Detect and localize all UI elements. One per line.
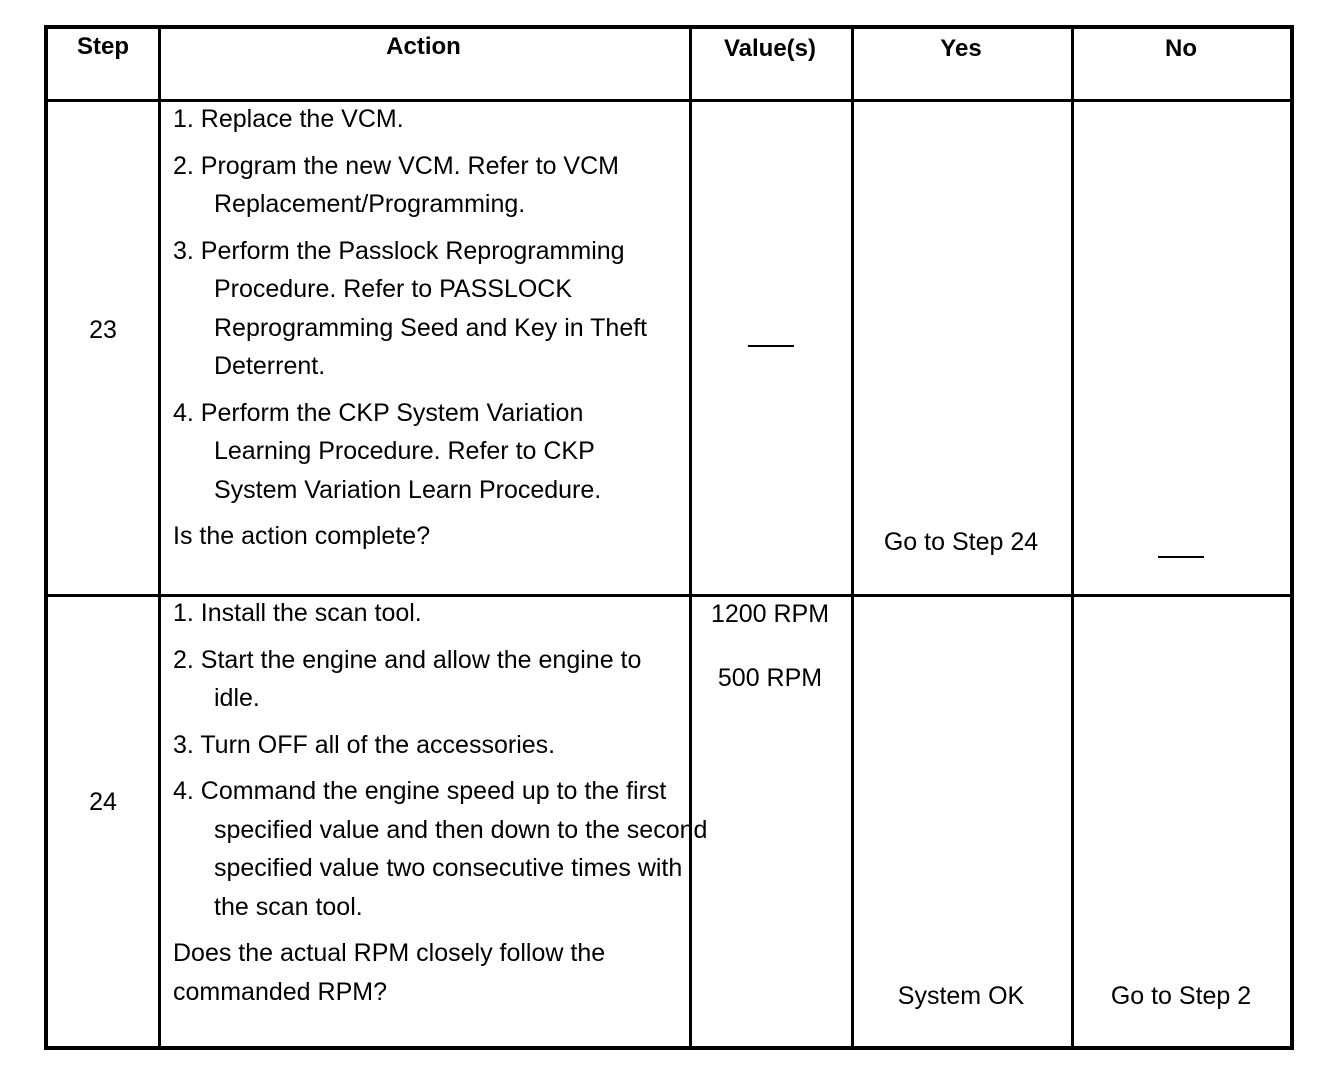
list-item: 3. Perform the Passlock Reprogramming Procedure. Refer to PASSLOCK Reprogramming Seed and Key in Theft Deterrent. [173, 236, 648, 380]
list-item: 1. Install the scan tool. [173, 599, 422, 627]
value-secondary: 500 RPM [717, 664, 823, 692]
step-number: 24 [89, 788, 117, 816]
header-values: Value(s) [723, 35, 817, 62]
yes-result: System OK [897, 982, 1025, 1010]
empty-no-dash [1158, 556, 1204, 558]
list-item: 3. Turn OFF all of the accessories. [173, 730, 556, 759]
no-result: Go to Step 2 [1110, 982, 1252, 1010]
yes-result: Go to Step 24 [883, 528, 1039, 556]
list-item: 4. Command the engine speed up to the first specified value and then down to the second specified value two consecutive times with the scan tool. [173, 777, 708, 921]
list-item: 1. Replace the VCM. [173, 105, 404, 133]
list-item: 4. Perform the CKP System Variation Learning Procedure. Refer to CKP System Variation Learn Procedure. [173, 398, 602, 504]
list-item: 2. Program the new VCM. Refer to VCM Replacement/Programming. [173, 151, 619, 218]
question: Does the actual RPM closely follow the commanded RPM? [173, 939, 606, 1006]
header-yes: Yes [940, 35, 982, 62]
header-step: Step [76, 33, 129, 60]
list-item: 2. Start the engine and allow the engine to idle. [173, 645, 642, 712]
header-action: Action [386, 33, 461, 60]
action-list [173, 594, 714, 1011]
column-divider [158, 29, 161, 1046]
step-number: 23 [89, 316, 117, 344]
header-no: No [1165, 35, 1197, 62]
column-divider [1071, 29, 1074, 1046]
value-primary: 1200 RPM [710, 600, 830, 628]
action-list [173, 100, 714, 556]
empty-value-dash [748, 345, 794, 347]
question: Is the action complete? [173, 522, 431, 550]
